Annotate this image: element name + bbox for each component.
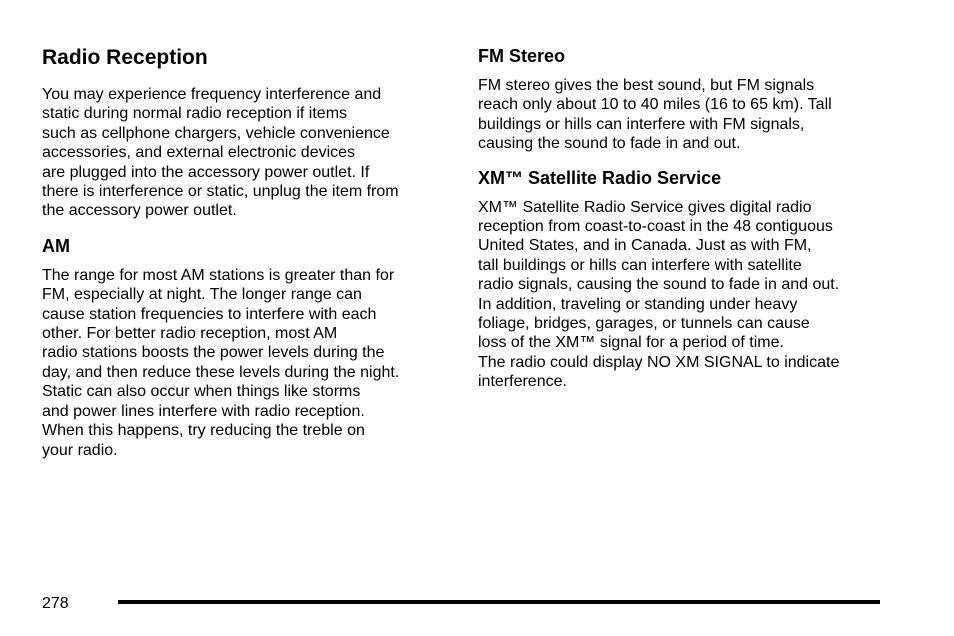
- xm-line: foliage, bridges, garages, or tunnels can cause: [478, 315, 810, 333]
- footer-rule: [118, 600, 880, 604]
- right-column: [478, 44, 888, 392]
- xm-line: United States, and in Canada. Just as with FM,: [478, 237, 812, 255]
- intro-line: there is interference or static, unplug the item from: [42, 183, 399, 201]
- intro-line: accessories, and external electronic devices: [42, 144, 356, 162]
- intro-line: static during normal radio reception if items: [42, 105, 348, 123]
- left-column: [42, 44, 448, 460]
- intro-paragraph: [42, 85, 448, 221]
- am-line: your radio.: [42, 441, 118, 459]
- xm-heading: XM™ Satellite Radio Service: [478, 167, 722, 188]
- fm-stereo-heading: FM Stereo: [478, 46, 566, 66]
- fm-line: buildings or hills can interfere with FM signals,: [478, 115, 805, 133]
- am-line: radio stations boosts the power levels during the: [42, 344, 385, 362]
- fm-line: reach only about 10 to 40 miles (16 to 65 km). Tall: [478, 96, 832, 114]
- am-line: and power lines interfere with radio reception.: [42, 402, 365, 420]
- am-paragraph: [42, 266, 448, 460]
- fm-line: FM stereo gives the best sound, but FM signals: [478, 77, 815, 94]
- intro-line: the accessory power outlet.: [42, 202, 237, 220]
- page-number: 278: [42, 595, 69, 612]
- xm-line: In addition, traveling or standing under heavy: [478, 295, 798, 313]
- xm-line: The radio could display NO XM SIGNAL to indicate: [478, 353, 840, 371]
- intro-line: are plugged into the accessory power outlet. If: [42, 163, 370, 181]
- am-line: The range for most AM stations is greater than for: [42, 266, 395, 284]
- am-line: cause station frequencies to interfere with each: [42, 305, 377, 323]
- fm-paragraph: [478, 76, 888, 154]
- am-line: FM, especially at night. The longer range can: [42, 286, 362, 304]
- xm-line: XM™ Satellite Radio Service gives digital radio: [478, 198, 812, 216]
- section-title-radio-reception: Radio Reception: [42, 46, 208, 69]
- intro-line: You may experience frequency interference and: [42, 86, 382, 103]
- xm-line: loss of the XM™ signal for a period of time.: [478, 334, 784, 352]
- xm-line: interference.: [478, 373, 567, 391]
- am-line: other. For better radio reception, most AM: [42, 325, 338, 343]
- am-line: When this happens, try reducing the treble on: [42, 422, 365, 440]
- am-line: day, and then reduce these levels during the night.: [42, 363, 400, 381]
- fm-line: causing the sound to fade in and out.: [478, 135, 741, 153]
- am-heading: AM: [42, 235, 70, 256]
- intro-line: such as cellphone chargers, vehicle convenience: [42, 124, 390, 142]
- xm-line: radio signals, causing the sound to fade in and out.: [478, 276, 840, 294]
- xm-line: reception from coast-to-coast in the 48 contiguous: [478, 218, 833, 236]
- xm-line: tall buildings or hills can interfere with satellite: [478, 256, 802, 274]
- am-line: Static can also occur when things like storms: [42, 383, 361, 401]
- xm-paragraph: [478, 198, 888, 392]
